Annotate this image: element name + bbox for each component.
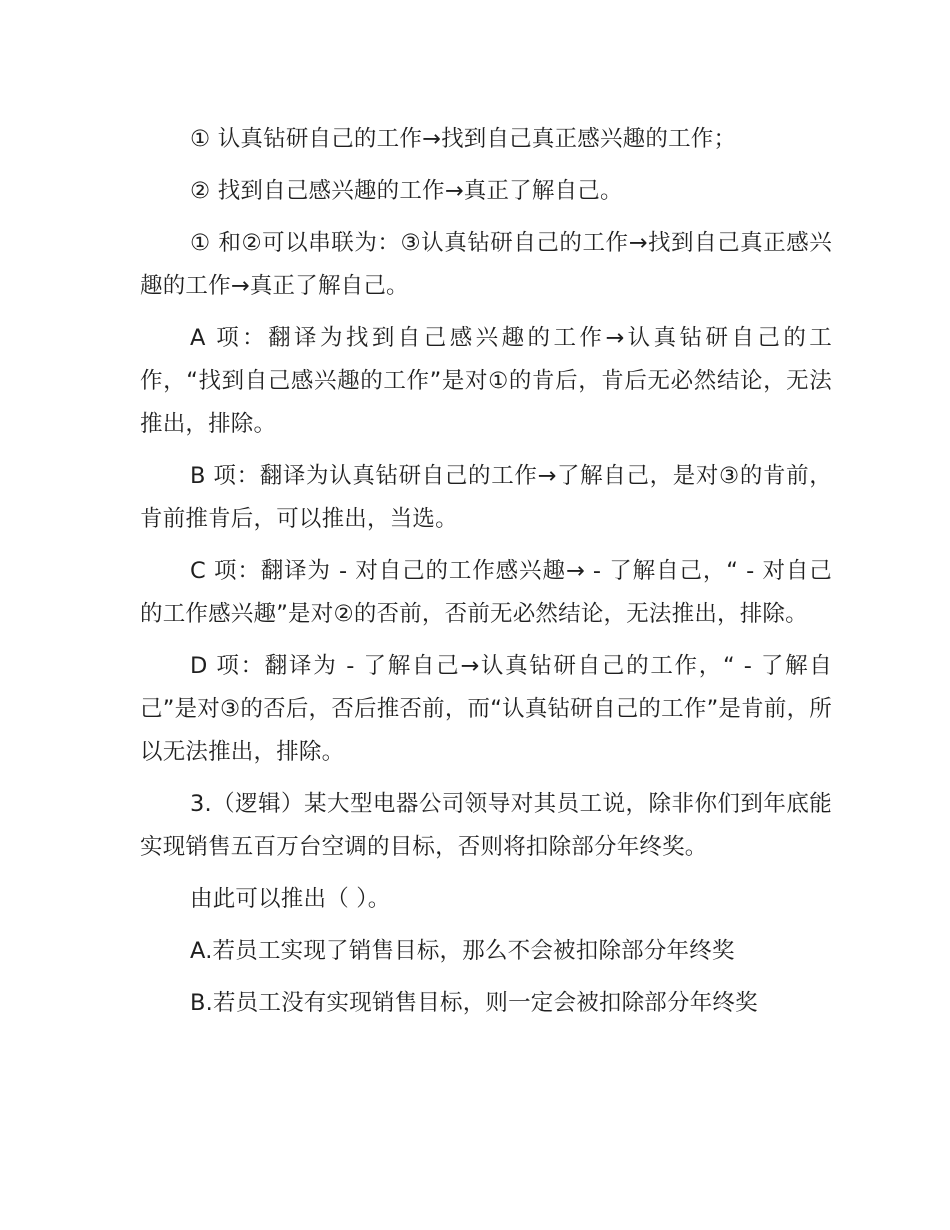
paragraph-option-d-analysis: D 项：翻译为 - 了解自己→认真钻研自己的工作，“ - 了解自己”是对③的否后，否后推否前，而“认真钻研自己的工作”是肯前，所以无法推出，排除。	[140, 653, 832, 765]
paragraph-option-c-analysis: C 项：翻译为 - 对自己的工作感兴趣→ - 了解自己，“ - 对自己的工作感兴趣”是对②的否前，否前无必然结论，无法推出，排除。	[140, 558, 832, 627]
document-body	[140, 118, 832, 1034]
question-3-stem: 3.（逻辑）某大型电器公司领导对其员工说，除非你们到年底能实现销售五百万台空调的目标，否则将扣除部分年终奖。	[140, 791, 832, 860]
question-3-prompt: 由此可以推出（ ）。	[190, 886, 391, 912]
paragraph-premise-2: ② 找到自己感兴趣的工作→真正了解自己。	[190, 178, 623, 204]
paragraph-option-b-analysis: B 项：翻译为认真钻研自己的工作→了解自己，是对③的肯前，肯前推肯后，可以推出，当选。	[140, 463, 832, 532]
paragraph-premise-1: ① 认真钻研自己的工作→找到自己真正感兴趣的工作；	[190, 126, 737, 152]
paragraph-option-a-analysis: A 项：翻译为找到自己感兴趣的工作→认真钻研自己的工作，“找到自己感兴趣的工作”是对①的肯后，肯后无必然结论，无法推出，排除。	[140, 325, 832, 437]
paragraph-chain: ① 和②可以串联为：③认真钻研自己的工作→找到自己真正感兴趣的工作→真正了解自己。	[140, 230, 832, 299]
question-3-option-a: A.若员工实现了销售目标，那么不会被扣除部分年终奖	[190, 938, 735, 964]
question-3-option-b: B.若员工没有实现销售目标，则一定会被扣除部分年终奖	[190, 990, 758, 1016]
